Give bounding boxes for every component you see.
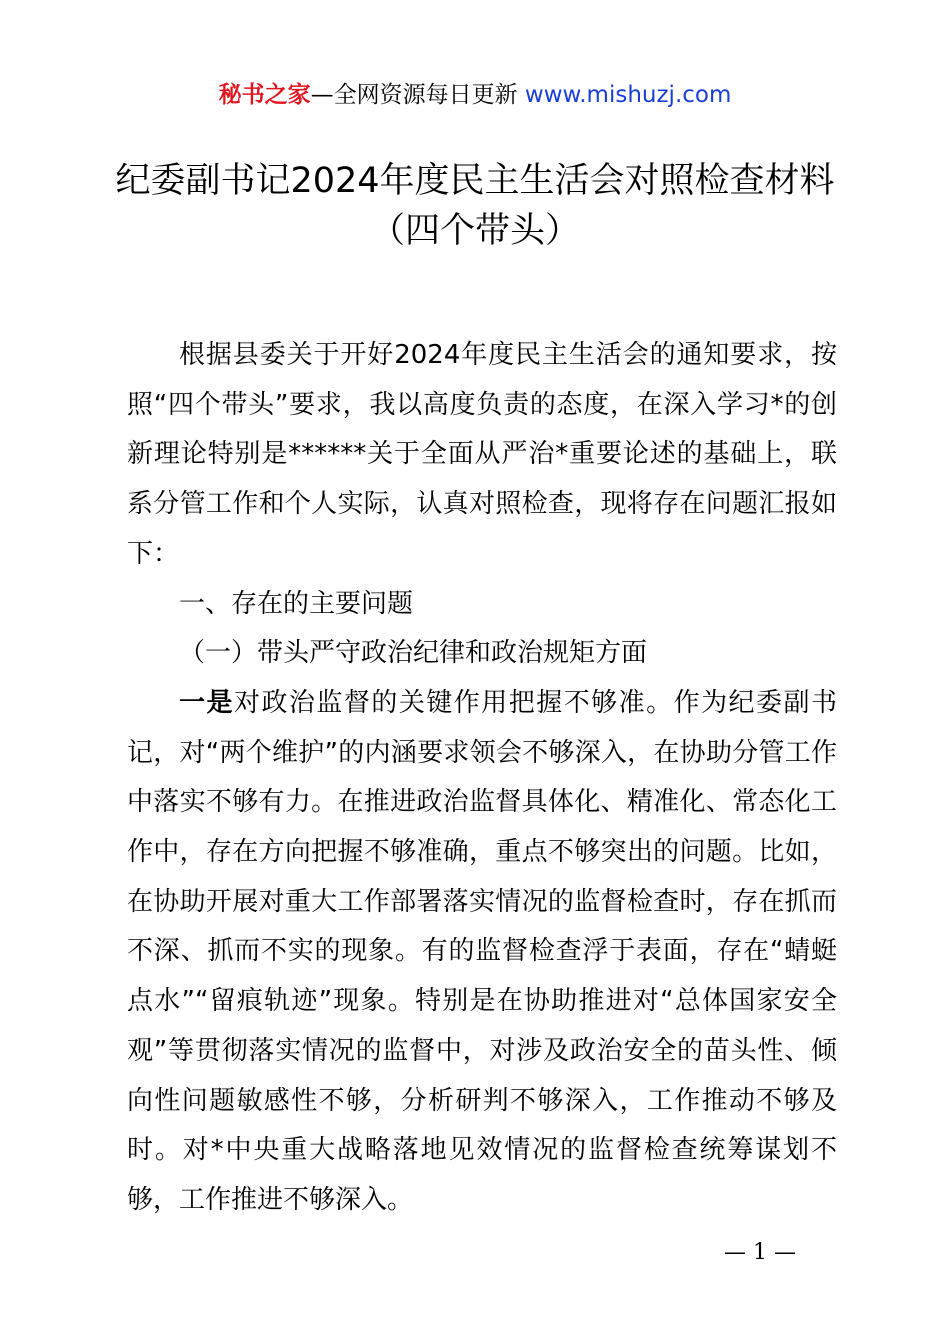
intro-paragraph: 根据县委关于开好2024年度民主生活会的通知要求，按照“四个带头”要求，我以高度负责的态度，在深入学习*的创新理论特别是******关于全面从严治*重要论述的基础上，联系分管工作和个人实际，认真对照检查，现将存在问题汇报如下： (127, 340, 837, 569)
subsection-heading: （一）带头严守政治纪律和政治规矩方面 (179, 638, 648, 669)
brand-name: 秘书之家 (218, 82, 311, 108)
point-lead: 一是 (179, 687, 234, 718)
point-paragraph (127, 679, 837, 1226)
site-url-link[interactable]: www.mishuzj.com (524, 82, 732, 108)
section-heading: 一、存在的主要问题 (179, 588, 414, 619)
document-body (127, 331, 837, 1226)
document-title: 纪委副书记2024年度民主生活会对照检查材料（四个带头） (115, 161, 835, 251)
point-text: 对政治监督的关键作用把握不够准。作为纪委副书记，对“两个维护”的内涵要求领会不够深入，在协助分管工作中落实不够有力。在推进政治监督具体化、精准化、常态化工作中，存在方向把握不够准确，重点不够突出的问题。比如，在协助开展对重大工作部署落实情况的监督检查时，存在抓而不深、抓而不实的现象。有的监督检查浮于表面，存在“蜻蜓点水”“留痕轨迹”现象。特别是在协助推进对“总体国家安全观”等贯彻落实情况的监督中，对涉及政治安全的苗头性、倾向性问题敏感性不够，分析研判不够深入，工作推动不够及时。对*中央重大战略落地见效情况的监督检查统筹谋划不够，工作推进不够深入。 (127, 687, 837, 1215)
page-number: — 1 — (724, 1240, 796, 1265)
site-header (0, 78, 950, 112)
header-tagline: —全网资源每日更新 (310, 82, 525, 108)
